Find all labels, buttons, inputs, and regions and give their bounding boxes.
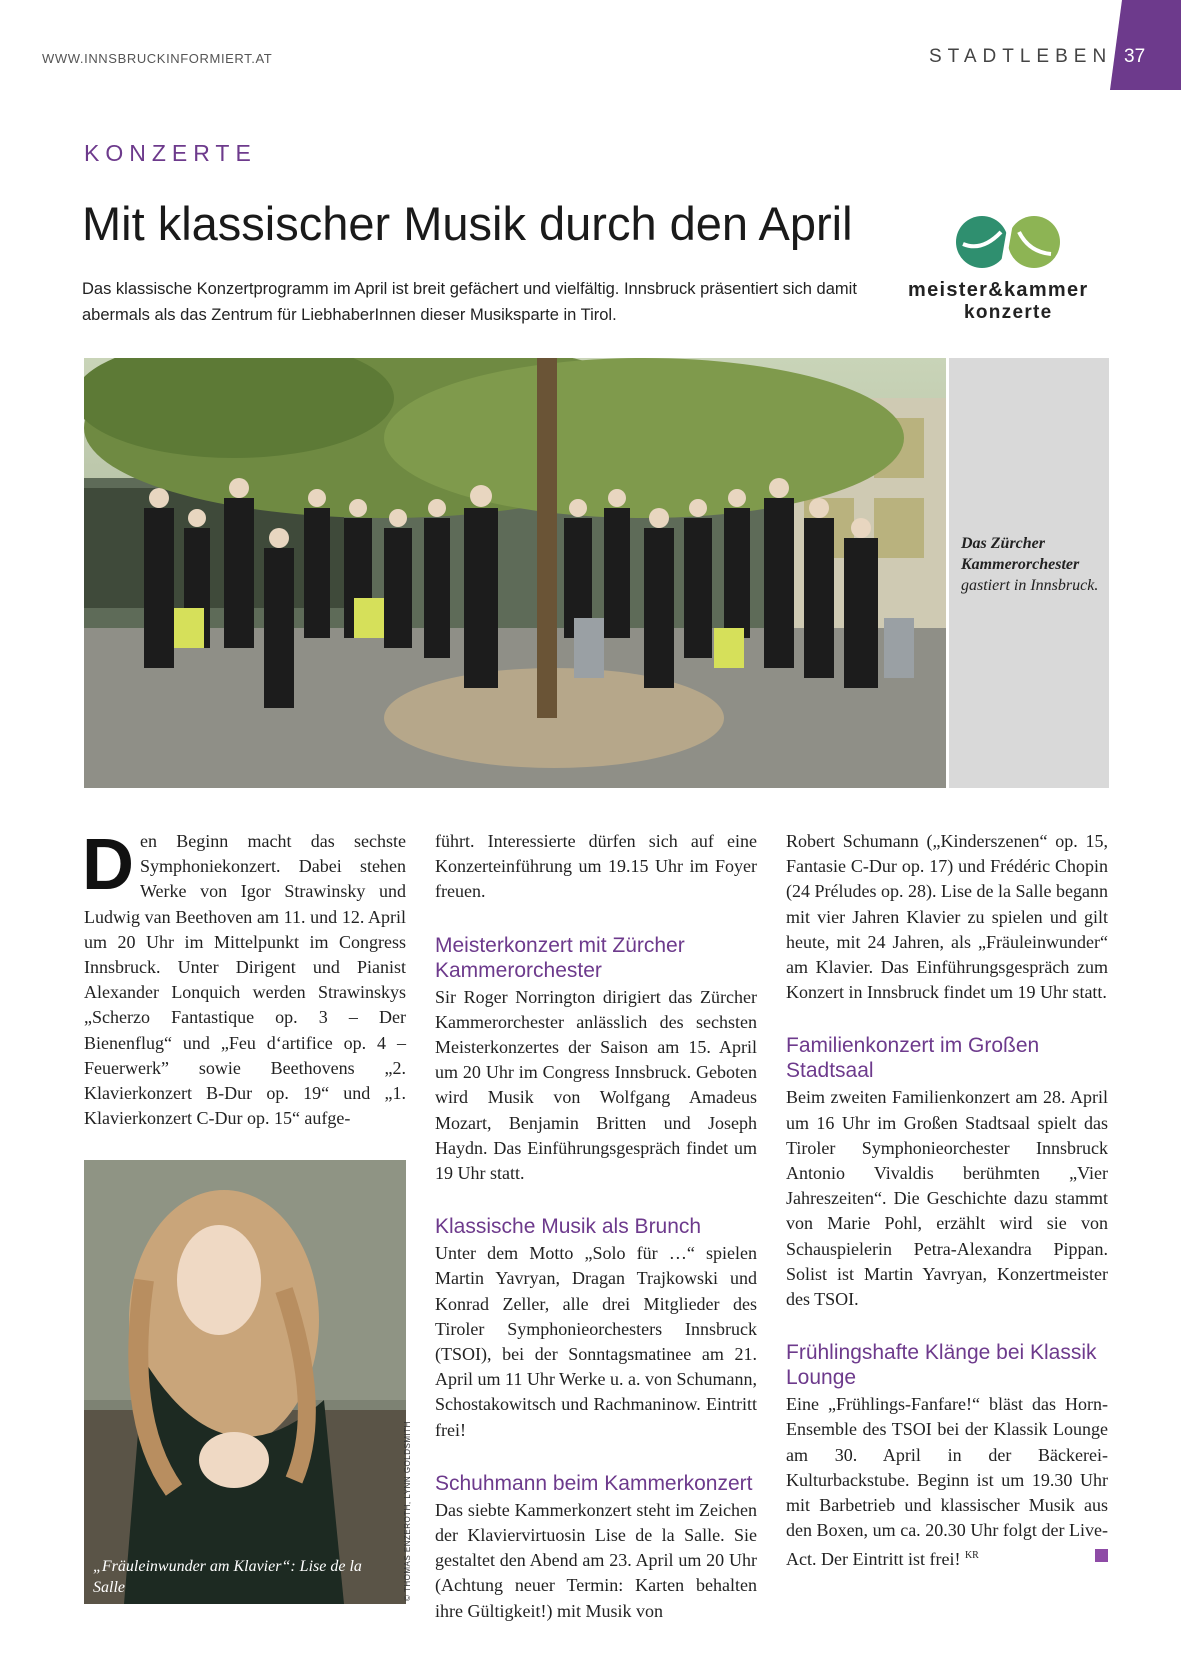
paragraph-kammerkonzert: Das siebte Kammerkonzert steht im Zeichen der Klaviervirtuosin Lise de la Salle. Sie gestaltet den Abend am 23. April um 20 Uhr (Achtung neuer Termin: Karten behalten ihre Gültigkeit!) mit Musik von bbox=[435, 1499, 757, 1621]
orchestra-photo bbox=[84, 358, 946, 788]
paragraph-brunch: Unter dem Motto „Solo für …“ spielen Martin Yavryan, Dragan Trajkowski und Konrad Zeller, alle drei Mitglieder des Tiroler Symphonieorchesters Innsbruck (TSOI), bei der Sonntagsmatinee am 21. April um 11 Uhr Werke u. a. von Schumann, Schostakowitsch und Rachmaninow. Eintritt frei! bbox=[435, 1243, 757, 1440]
subhead-brunch: Klassische Musik als Brunch bbox=[435, 1215, 702, 1239]
body-column-3 bbox=[786, 829, 1108, 1573]
article-lead: Das klassische Konzertprogramm im April ist breit gefächert und vielfältig. Innsbruck präsentiert sich damit abermals als das Zentrum für LiebhaberInnen dieser Musiksparte in Tirol. bbox=[82, 280, 857, 324]
website-url: WWW.INNSBRUCKINFORMIERT.AT bbox=[42, 51, 273, 66]
logo-text-line1: meister&kammer bbox=[908, 279, 1089, 301]
klassik-lounge-text: Eine „Frühlings-Fanfare!“ bläst das Horn-Ensemble des TSOI bei der Klassik Lounge am 30. April in der Bäckerei-Kulturbackstube. Beginn ist um 19.30 Uhr mit Barbetrieb und klassischer Musik aus den Boxen, um ca. 20.30 Uhr folgt der Live-Act. Der Eintritt ist frei! bbox=[786, 1394, 1108, 1570]
paragraph-meisterkonzert: Sir Roger Norrington dirigiert das Zürcher Kammerorchester anlässlich des sechsten Meisterkonzertes der Saison am 15. April um 20 Uhr im Congress Innsbruck. Geboten wird Musik von Wolfgang Amadeus Mozart, Benjamin Britten und Joseph Haydn. Das Einführungsgespräch findet um 19 Uhr statt. bbox=[435, 986, 757, 1184]
paragraph-familienkonzert: Beim zweiten Familienkonzert am 28. April um 16 Uhr im Großen Stadtsaal spielt das Tiroler Symphonieorchester Innsbruck Antonio Vivaldis berühmten „Vier Jahreszeiten“. Die Geschichte dazu stammt von Marie Pohl, erzählt wird sie von Schauspielerin Petra-Alexandra Pippan. Solist ist Martin Yavryan, Konzertmeister des TSOI. bbox=[786, 1087, 1108, 1310]
article-headline: Mit klassischer Musik durch den April bbox=[82, 197, 853, 250]
subhead-meisterkonzert: Meisterkonzert mit Zürcher Kammerorchester bbox=[435, 933, 685, 982]
meister-kammer-logo-mark bbox=[955, 214, 1065, 270]
intro-paragraph: en Beginn macht das sechste Symphoniekonzert. Dabei stehen Werke von Igor Strawinsky und Ludwig van Beethoven am 11. und 12. April um 20 Uhr im Mittelpunkt im Congress Innsbruck. Unter Dirigent und Pianist Alexander Lonquich werden Strawinskys „Scherzo Fantastique op. 3 – Der Bienenflug“ und „Feu d‘artifice op. 4 – Feuerwerk” sowie Beethovens „2. Klavierkonzert B-Dur op. 19“ und „1. Klavierkonzert C-Dur op. 15“ aufge- bbox=[84, 831, 406, 1129]
body-column-1 bbox=[82, 825, 406, 1131]
paragraph-klassik-lounge bbox=[786, 1392, 1108, 1572]
section-name: STADTLEBEN bbox=[929, 46, 1113, 67]
drop-cap: D bbox=[82, 825, 134, 905]
caption-bold: Das Zürcher Kammerorchester bbox=[961, 535, 1080, 573]
logo-text-line2: konzerte bbox=[964, 302, 1053, 323]
caption-rest: gastiert in Innsbruck. bbox=[961, 577, 1099, 594]
subhead-familienkonzert: Familienkonzert im Großen Stadtsaal bbox=[786, 1034, 1040, 1083]
kammerkonzert-continued: Robert Schumann („Kinderszenen“ op. 15, Fantasie C-Dur op. 17) und Frédéric Chopin (24 Préludes op. 28). Lise de la Salle begann mit vier Jahren Klavier zu spielen und gilt heute, mit 24 Jahren, als „Fräuleinwunder“ am Klavier. Das Einführungsgespräch zum Konzert in Innsbruck findet um 19 Uhr statt. bbox=[786, 831, 1108, 1003]
subhead-kammerkonzert: Schuhmann beim Kammerkonzert bbox=[435, 1471, 753, 1495]
author-initials: KR bbox=[964, 1550, 979, 1562]
page-tab bbox=[1110, 0, 1181, 90]
portrait-caption: „Fräuleinwunder am Klavier“: Lise de la Salle bbox=[93, 1558, 362, 1596]
article-kicker: KONZERTE bbox=[84, 140, 257, 166]
end-mark-icon bbox=[1095, 1549, 1108, 1562]
orchestra-photo-caption bbox=[961, 533, 1101, 596]
photo-credit: © THOMAS ENZEROTH, LYNN GOLDSMITH bbox=[403, 1421, 412, 1601]
intro-continued: führt. Interessierte dürfen sich auf eine Konzerteinführung um 19.15 Uhr im Foyer freuen. bbox=[435, 831, 757, 902]
page-number: 37 bbox=[1124, 46, 1146, 67]
body-column-2 bbox=[435, 829, 757, 1624]
lise-de-la-salle-photo bbox=[84, 1160, 406, 1604]
subhead-klassik-lounge: Frühlingshafte Klänge bei Klassik Lounge bbox=[786, 1341, 1097, 1390]
